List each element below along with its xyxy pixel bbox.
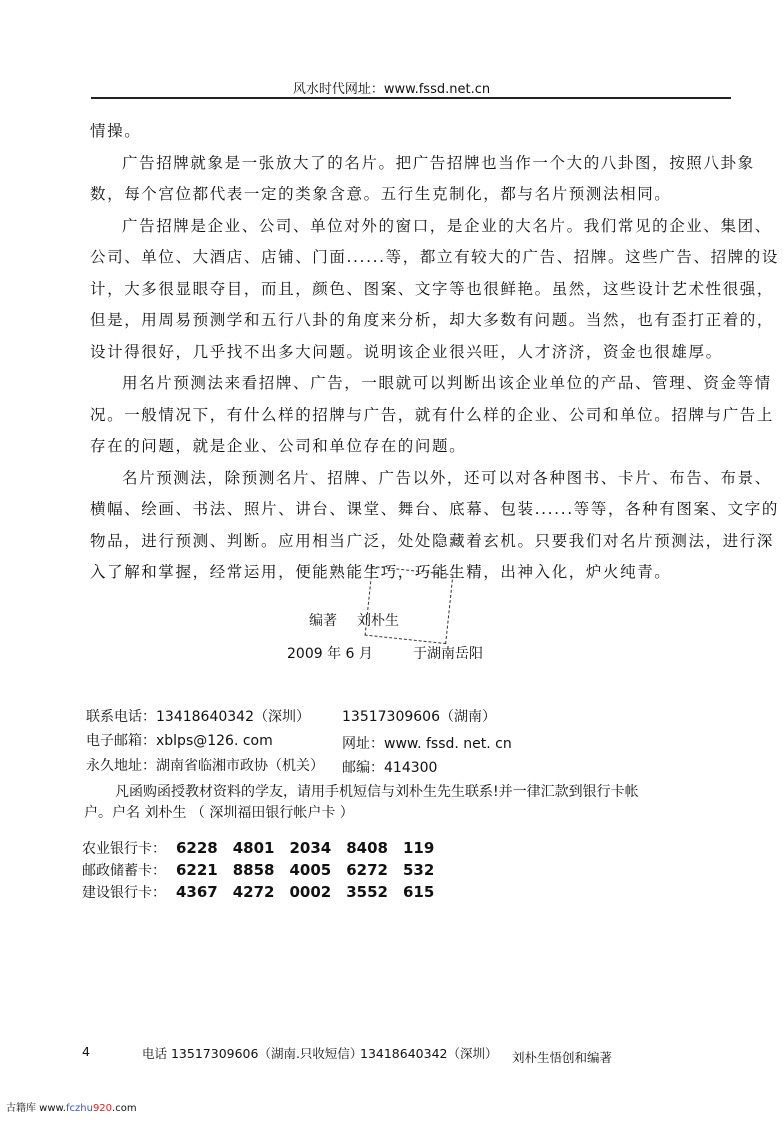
bank-label: 邮政储蓄卡： [82,863,166,879]
email[interactable]: 电子邮箱：xblps@126. com [86,733,273,749]
bank-label: 建设银行卡： [82,885,166,901]
page-number: 4 [82,1044,90,1059]
card-number-group: 4005 [289,861,332,879]
text-line: 存在的问题，就是企业、公司和单位存在的问题。 [90,437,467,455]
card-number-group: 615 [403,883,435,901]
card-number-group: 6272 [346,861,388,879]
card-number-group: 4272 [232,883,275,901]
body-text [90,116,779,589]
card-number-group: 119 [403,839,435,857]
card-number-group: 8858 [232,861,275,879]
footer-phone-2: 13418640342（深圳） [360,1046,498,1061]
text-line: 广告招牌就象是一张放大了的名片。把广告招牌也当作一个大的八卦图，按照八卦象 [122,153,755,172]
postcode: 邮编：414300 [342,760,438,776]
card-number-group: 4801 [232,839,275,857]
card-number-group: 2034 [289,839,332,857]
text-line: 但是，用周易预测学和五行八卦的角度来分析，却大多数有问题。当然，也有歪打正着的， [90,311,775,329]
card-number-group: 6221 [176,861,218,879]
seal-stamp [365,566,454,644]
text-line: 入了解和掌握，经常运用，便能熟能生巧，巧能生精，出神入化，炉火纯青。 [90,563,672,581]
bank-row [82,882,449,902]
phone-2: 13517309606（湖南） [342,709,496,725]
watermark-num: 920 [92,1103,113,1114]
watermark [6,1099,137,1114]
text-line: 数，每个宫位都代表一定的类象含意。五行生克制化，都与名片预测法相同。 [90,185,672,203]
text-line: 公司、单位、大酒店、店铺、门面......等，都立有较大的广告、招牌。这些广告、招牌的设 [90,248,779,266]
footer-phone: 电话 13517309606（湖南.只收短信） [142,1046,363,1061]
notice-line-2: 户。户名 刘朴生 （ 深圳福田银行帐户卡 ） [84,805,354,821]
watermark-mid: fczhu [65,1103,93,1114]
bank-row [82,838,449,858]
bank-row [82,860,449,880]
watermark-suffix: .com [112,1103,137,1114]
card-number-group: 3552 [346,883,388,901]
phone-1: 联系电话：13418640342（深圳） [86,709,310,725]
text-line: 设计得很好，几乎找不出多大问题。说明该企业很兴旺，人才济济，资金也很雄厚。 [90,342,723,361]
card-number-group: 0002 [289,883,332,901]
author-label: 编著 [309,613,337,629]
card-number-group: 4367 [176,883,218,901]
text-line: 名片预测法，除预测名片、招牌、广告以外，还可以对各种图书、卡片、布告、布景、 [122,468,772,487]
text-line: 横幅、绘画、书法、照片、讲台、课堂、舞台、底幕、包装......等等，各种有图案、文字的 [90,500,779,518]
text-line: 广告招牌是企业、公司、单位对外的窗口，是企业的大名片。我们常见的企业、集团、 [122,216,772,235]
website[interactable]: 网址：www. fssd. net. cn [342,736,512,752]
footer-credit: 刘朴生悟创和编著 [512,1050,613,1065]
address: 永久地址：湖南省临湘市政协（机关） [86,758,324,774]
running-header: 风水时代网址：www.fssd.net.cn [292,82,491,97]
text-line: 情操。 [90,122,142,140]
card-number-group: 532 [403,861,435,879]
text-line: 用名片预测法来看招牌、广告，一眼就可以判断出该企业单位的产品、管理、资金等情 [122,374,772,392]
date: 2009 年 6 月 [287,646,373,662]
notice-line-1: 凡函购函授教材资料的学友，请用手机短信与刘朴生先生联系!并一律汇款到银行卡帐 [115,784,639,800]
header-rule [91,97,731,99]
place: 于湖南岳阳 [413,646,483,662]
text-line: 计，大多很显眼夺目，而且，颜色、图案、文字等也很鲜艳。虽然，这些设计艺术性很强， [90,279,775,298]
author-name: 刘朴生 [357,613,399,629]
text-line: 况。一般情况下，有什么样的招牌与广告，就有什么样的企业、公司和单位。招牌与广告上 [90,405,775,424]
watermark-prefix: 古籍库 www. [6,1103,66,1114]
bank-label: 农业银行卡： [82,841,166,857]
text-line: 物品，进行预测、判断。应用相当广泛，处处隐藏着玄机。只要我们对名片预测法，进行深 [90,531,775,550]
card-number-group: 8408 [346,839,388,857]
card-number-group: 6228 [176,839,218,857]
